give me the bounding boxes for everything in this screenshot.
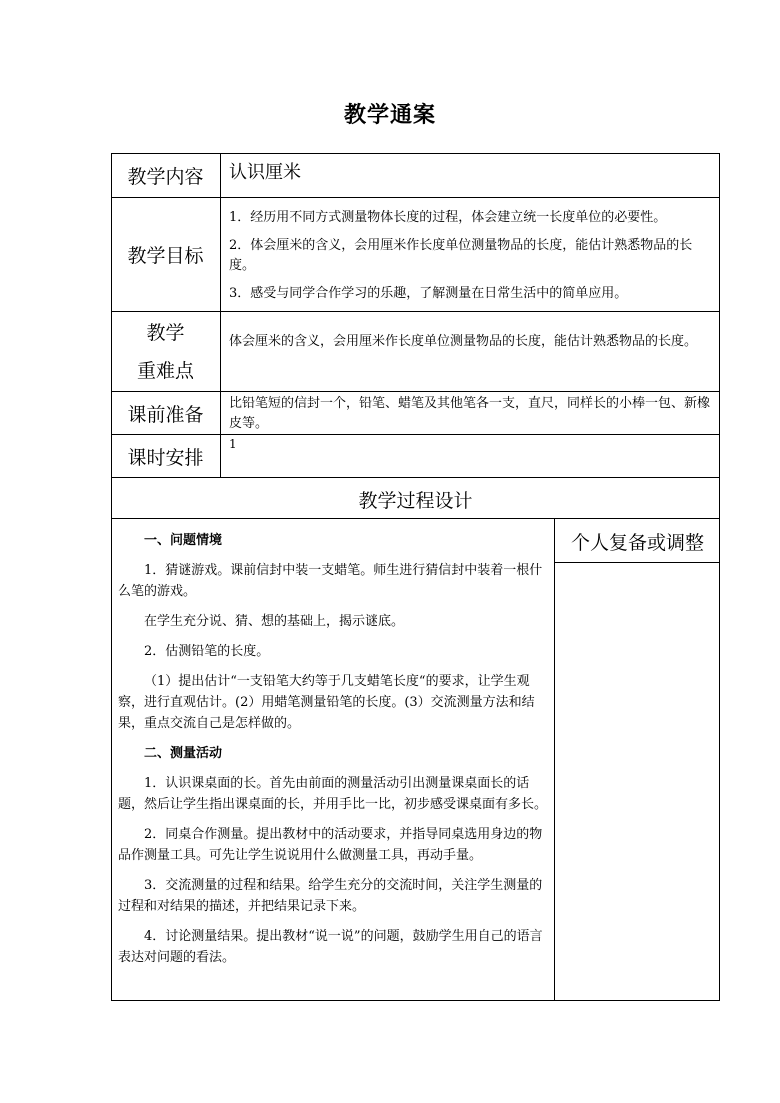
side-notes-title: 个人复备或调整 — [570, 531, 704, 554]
goals-list — [229, 208, 715, 312]
goal-item: 1．经历用不同方式测量物体长度的过程，体会建立统一长度单位的必要性。 — [229, 210, 667, 225]
document-title: 教学通案 — [343, 102, 436, 128]
process-paragraph: 2．同桌合作测量。提出教材中的活动要求，并指导同桌选用身边的物品作测量工具。可先让学生说说用什么做测量工具，再动手量。 — [118, 827, 543, 863]
content-label: 教学内容 — [127, 166, 204, 188]
key-points-label-line1: 教学 — [146, 321, 185, 344]
process-paragraph: 1．猜谜游戏。课前信封中装一支蜡笔。师生进行猜信封中装着一根什么笔的游戏。 — [118, 563, 543, 599]
side-divider — [555, 562, 720, 563]
content-value: 认识厘米 — [229, 162, 301, 183]
process-content — [118, 530, 548, 977]
side-column-divider — [554, 518, 555, 1001]
preparation-label: 课前准备 — [127, 403, 204, 426]
process-heading: 一、问题情境 — [144, 533, 223, 548]
process-paragraph: 3．交流测量的过程和结果。给学生充分的交流时间，关注学生测量的过程和对结果的描述，并把结果记录下来。 — [118, 878, 543, 914]
row-divider — [111, 518, 720, 519]
process-paragraph: 在学生充分说、猜、想的基础上，揭示谜底。 — [144, 614, 405, 629]
process-paragraph: 1．认识课桌面的长。首先由前面的测量活动引出测量课桌面长的话题，然后让学生指出课桌面的长，并用手比一比，初步感受课桌面有多长。 — [118, 776, 548, 812]
process-heading: 二、测量活动 — [144, 746, 223, 761]
goals-label: 教学目标 — [127, 245, 204, 267]
process-paragraph: 4．讨论测量结果。提出教材“说一说”的问题，鼓励学生用自己的语言表达对问题的看法。 — [118, 929, 543, 965]
key-points-label-line2: 重难点 — [136, 359, 194, 382]
row-divider — [111, 477, 720, 478]
process-paragraph: （1）提出估计“一支铅笔大约等于几支蜡笔长度“的要求，让学生观察，进行直观估计。(2）用蜡笔测量铅笔的长度。(3）交流测量方法和结果，重点交流自己是怎样做的。 — [118, 674, 535, 731]
preparation-value: 比铅笔短的信封一个，铅笔、蜡笔及其他笔各一支，直尺，同样长的小棒一包、新橡皮等。 — [229, 396, 711, 431]
goal-item: 2．体会厘米的含义，会用厘米作长度单位测量物品的长度，能估计熟悉物品的长度。 — [229, 238, 693, 273]
goal-item: 3．感受与同学合作学习的乐趣，了解测量在日常生活中的简单应用。 — [229, 286, 628, 301]
label-column-divider — [220, 153, 221, 478]
process-paragraph: 2．估测铅笔的长度。 — [144, 644, 270, 659]
key-points-value: 体会厘米的含义，会用厘米作长度单位测量物品的长度，能估计熟悉物品的长度。 — [229, 334, 698, 349]
process-title: 教学过程设计 — [358, 489, 473, 512]
schedule-label: 课时安排 — [127, 446, 204, 469]
key-points-label — [111, 312, 220, 391]
schedule-value: 1 — [229, 437, 237, 451]
